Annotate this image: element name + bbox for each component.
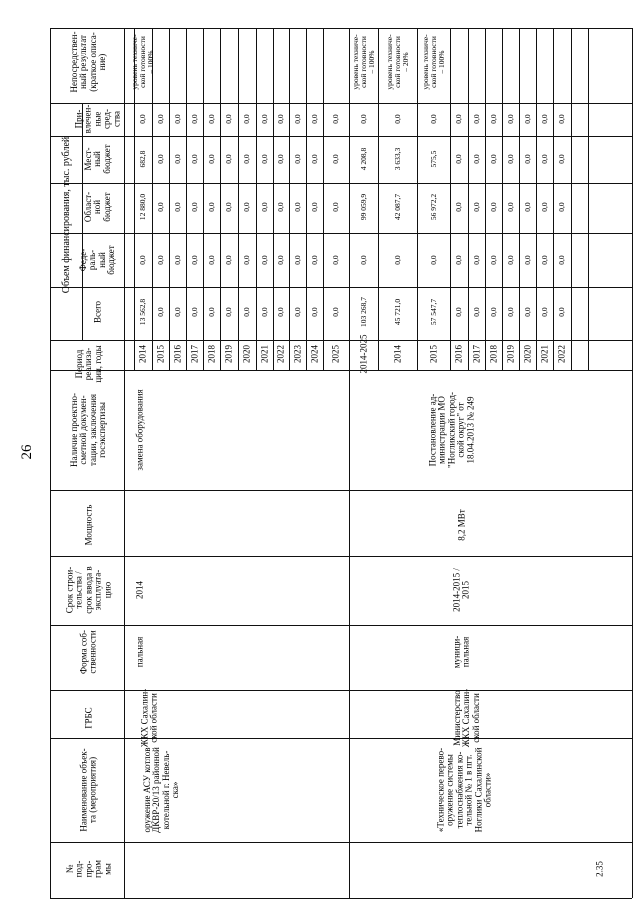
block1-row-regional: 0,0 (276, 202, 286, 212)
block1-row-year: 2016 (171, 345, 182, 363)
block2-power: 8,2 МВт (456, 509, 467, 541)
grid-line (378, 28, 379, 370)
block2-row-local: 4 208,8 (358, 147, 368, 171)
block1-row-year: 2024 (308, 345, 319, 363)
grid-line (50, 690, 632, 691)
block1-row-federal: 0,0 (138, 255, 148, 265)
grid-line (485, 28, 486, 370)
block2-row-total: 103 268,7 (358, 297, 368, 327)
block2-row-regional: 0,0 (471, 202, 481, 212)
block1-row-total: 13 562,8 (138, 298, 148, 326)
block2-row-total: 0,0 (539, 307, 549, 317)
grid-line (169, 28, 170, 370)
grid-line (50, 842, 632, 843)
block1-row-total: 0,0 (309, 307, 319, 317)
block2-row-year: 2020 (521, 345, 532, 363)
block2-row-result: уровень техниче- ской готовности – 20% (384, 34, 410, 90)
block1-row-regional: 0,0 (172, 202, 182, 212)
block2-row-total: 57 547,7 (428, 298, 438, 326)
block2-row-other: 0,0 (505, 114, 515, 124)
grid-line (50, 625, 632, 626)
grid-line (50, 370, 632, 371)
block1-row-other: 0,0 (259, 114, 269, 124)
block2-row-result: уровень техниче- ской готовности – 100% (350, 34, 376, 90)
block1-deadline: 2014 (134, 581, 145, 599)
block2-row-federal: 0,0 (358, 255, 368, 265)
block2-deadline: 2014-2015 / 2015 (451, 568, 471, 612)
block1-row-year: 2020 (241, 345, 252, 363)
header-grbs: ГРБС (83, 707, 94, 729)
block1-row-other: 0,0 (331, 114, 341, 124)
block2-row-regional: 0,0 (557, 202, 567, 212)
grid-line (417, 28, 418, 370)
block1-row-regional: 0,0 (206, 202, 216, 212)
grid-line (50, 28, 632, 29)
block2-row-year: 2014-2025 (357, 334, 368, 374)
block1-row-regional: 0,0 (259, 202, 269, 212)
header-power: Мощность (83, 504, 94, 546)
block2-row-total: 0,0 (454, 307, 464, 317)
block2-row-total: 0,0 (505, 307, 515, 317)
grid-line (50, 556, 632, 557)
grid-line (186, 28, 187, 370)
header-docs: Наличие проектно- сметной докумен- тации, заключения госэкспертизы (69, 393, 108, 467)
block2-row-regional: 0,0 (488, 202, 498, 212)
block1-row-local: 0,0 (276, 154, 286, 164)
grid-line (553, 28, 554, 370)
block1-row-year: 2021 (258, 345, 269, 363)
block1-row-other: 0,0 (206, 114, 216, 124)
block1-row-local: 0,0 (292, 154, 302, 164)
grid-line (50, 28, 51, 898)
block1-row-federal: 0,0 (155, 255, 165, 265)
block1-row-federal: 0,0 (292, 255, 302, 265)
block2-row-local: 0,0 (557, 154, 567, 164)
block1-row-federal: 0,0 (259, 255, 269, 265)
block1-row-regional: 0,0 (224, 202, 234, 212)
block2-name: «Техническое перево- оружение системы теплоснабжения ко- тельной № 1 в пгт. Ноглики Сахалинской области» (435, 747, 493, 833)
block2-no: 2.35 (594, 861, 605, 877)
block2-row-year: 2022 (556, 345, 567, 363)
block1-row-local: 0,0 (189, 154, 199, 164)
block1-row-other: 0,0 (155, 114, 165, 124)
header-deadline: Срок строи- тельства / срок ввода в эксплуата- цию (64, 566, 113, 614)
grid-line (124, 28, 125, 898)
block2-row-year: 2018 (487, 345, 498, 363)
block1-row-federal: 0,0 (224, 255, 234, 265)
grid-line (238, 28, 239, 370)
block2-row-total: 0,0 (471, 307, 481, 317)
grid-line (349, 28, 350, 898)
page-number: 26 (19, 444, 36, 460)
grid-line (203, 28, 204, 370)
block2-row-year: 2021 (538, 345, 549, 363)
block1-row-total: 0,0 (276, 307, 286, 317)
block1-row-regional: 0,0 (331, 202, 341, 212)
block1-row-other: 0,0 (138, 114, 148, 124)
block1-row-other: 0,0 (172, 114, 182, 124)
block1-row-total: 0,0 (189, 307, 199, 317)
block2-row-federal: 0,0 (428, 255, 438, 265)
block1-row-federal: 0,0 (189, 255, 199, 265)
grid-line (50, 287, 632, 288)
block1-docs: замена оборудования (134, 389, 145, 471)
block1-row-regional: 0,0 (189, 202, 199, 212)
grid-line (571, 28, 572, 370)
block1-row-total: 0,0 (259, 307, 269, 317)
block2-row-federal: 0,0 (471, 255, 481, 265)
block1-row-local: 0,0 (155, 154, 165, 164)
block2-row-local: 0,0 (539, 154, 549, 164)
block2-row-regional: 0,0 (505, 202, 515, 212)
block1-row-other: 0,0 (276, 114, 286, 124)
block1-row-federal: 0,0 (276, 255, 286, 265)
block1-row-local: 682,8 (138, 150, 148, 168)
block2-row-local: 0,0 (471, 154, 481, 164)
block2-row-federal: 0,0 (454, 255, 464, 265)
block1-row-regional: 0,0 (242, 202, 252, 212)
block1-row-local: 0,0 (309, 154, 319, 164)
grid-line (450, 28, 451, 370)
block2-row-regional: 99 059,9 (358, 193, 368, 221)
block2-row-year: 2016 (453, 345, 464, 363)
block1-row-local: 0,0 (242, 154, 252, 164)
block2-row-total: 0,0 (488, 307, 498, 317)
block1-row-year: 2014 (137, 345, 148, 363)
header-name: Наименование объек- та (мероприятия) (78, 748, 98, 832)
block2-row-federal: 0,0 (505, 255, 515, 265)
block1-row-other: 0,0 (189, 114, 199, 124)
block2-ownership: муници- пальная (451, 635, 471, 669)
block1-name: оружение АСУ котлов ДКВР-20/13 районной котельной г. Невель- ска» (142, 747, 181, 833)
grid-line (536, 28, 537, 370)
block1-row-regional: 0,0 (292, 202, 302, 212)
grid-line (306, 28, 307, 370)
block2-row-federal: 0,0 (392, 255, 402, 265)
grid-line (289, 28, 290, 370)
block1-row-other: 0,0 (309, 114, 319, 124)
block2-row-result: уровень техниче- ской готовности – 100% (420, 34, 446, 90)
header-result: Непосредствен- ный результат (краткое описа- ние) (69, 31, 108, 93)
block2-row-federal: 0,0 (522, 255, 532, 265)
block2-row-total: 45 721,0 (392, 298, 402, 326)
block2-row-federal: 0,0 (557, 255, 567, 265)
block1-row-regional: 12 880,0 (138, 193, 148, 221)
grid-line (273, 28, 274, 370)
block1-row-regional: 0,0 (155, 202, 165, 212)
block2-row-other: 0,0 (392, 114, 402, 124)
block2-row-year: 2019 (504, 345, 515, 363)
block1-row-federal: 0,0 (172, 255, 182, 265)
header-no: № под- про- грам мы (64, 860, 113, 878)
header-ownership: Форма соб- ственности (78, 630, 98, 674)
block2-row-local: 0,0 (522, 154, 532, 164)
grid-line (50, 738, 632, 739)
block1-row-total: 0,0 (206, 307, 216, 317)
block1-row-year: 2025 (330, 345, 341, 363)
block2-row-total: 0,0 (522, 307, 532, 317)
block1-row-total: 0,0 (224, 307, 234, 317)
header-local: Мест- ный бюджет (82, 144, 112, 174)
block1-row-year: 2017 (188, 345, 199, 363)
block2-row-year: 2015 (427, 345, 438, 363)
block1-grbs: ЖКХ Сахалин- ской области (139, 688, 159, 748)
block2-row-other: 0,0 (358, 114, 368, 124)
block1-row-local: 0,0 (331, 154, 341, 164)
grid-line (502, 28, 503, 370)
block2-row-local: 575,5 (428, 150, 438, 168)
block1-row-result: уровень техниче- ской готовности – 100% (130, 34, 155, 90)
block1-row-federal: 0,0 (206, 255, 216, 265)
block2-row-regional: 0,0 (454, 202, 464, 212)
block1-row-other: 0,0 (292, 114, 302, 124)
grid-line (50, 183, 632, 184)
grid-line (632, 28, 633, 898)
block2-row-federal: 0,0 (488, 255, 498, 265)
block2-row-other: 0,0 (454, 114, 464, 124)
block2-row-year: 2017 (470, 345, 481, 363)
grid-line (50, 103, 632, 104)
block1-row-local: 0,0 (172, 154, 182, 164)
block1-row-total: 0,0 (172, 307, 182, 317)
block1-row-year: 2018 (205, 345, 216, 363)
block1-row-local: 0,0 (224, 154, 234, 164)
block2-row-other: 0,0 (557, 114, 567, 124)
block1-row-federal: 0,0 (309, 255, 319, 265)
grid-line (519, 28, 520, 370)
block2-row-year: 2014 (391, 345, 402, 363)
block1-row-total: 0,0 (292, 307, 302, 317)
grid-line (50, 233, 632, 234)
block2-row-other: 0,0 (488, 114, 498, 124)
block1-row-year: 2019 (223, 345, 234, 363)
block2-row-federal: 0,0 (539, 255, 549, 265)
header-federal: Феде- раль- ный бюджет (78, 245, 117, 275)
block1-row-federal: 0,0 (242, 255, 252, 265)
block2-row-regional: 42 087,7 (392, 193, 402, 221)
block1-row-other: 0,0 (242, 114, 252, 124)
block2-docs: Постановление ад- министрации МО "Ногликский город- ской округ" от 18.04.2013 № 249 (427, 392, 476, 468)
grid-line (588, 28, 589, 370)
block2-row-other: 0,0 (522, 114, 532, 124)
block2-grbs: Министерство ЖКХ Сахалин- ской области (451, 688, 481, 748)
block1-row-local: 0,0 (259, 154, 269, 164)
block2-row-other: 0,0 (471, 114, 481, 124)
block2-row-local: 0,0 (488, 154, 498, 164)
block1-row-total: 0,0 (242, 307, 252, 317)
block2-row-local: 0,0 (505, 154, 515, 164)
block2-row-regional: 56 972,2 (428, 193, 438, 221)
grid-line (323, 28, 324, 370)
block1-row-total: 0,0 (331, 307, 341, 317)
block2-row-other: 0,0 (428, 114, 438, 124)
block1-row-year: 2023 (291, 345, 302, 363)
block2-row-regional: 0,0 (522, 202, 532, 212)
block1-row-year: 2022 (275, 345, 286, 363)
grid-line (256, 28, 257, 370)
block1-row-other: 0,0 (224, 114, 234, 124)
header-regional: Област- ной бюджет (82, 191, 112, 223)
grid-line (50, 898, 632, 899)
block1-row-local: 0,0 (206, 154, 216, 164)
block2-row-local: 3 633,3 (392, 147, 402, 171)
grid-line (220, 28, 221, 370)
block2-row-total: 0,0 (557, 307, 567, 317)
grid-line (50, 490, 632, 491)
header-funding-group: Объем финансирования, тыс. рублей (60, 136, 72, 294)
header-other: При- влечен- ные сред- ства (73, 104, 122, 134)
grid-line (50, 340, 632, 341)
header-period: Период реализа- ции, годы (73, 345, 103, 383)
grid-line (468, 28, 469, 370)
block2-row-regional: 0,0 (539, 202, 549, 212)
grid-line (50, 136, 632, 137)
block1-row-total: 0,0 (155, 307, 165, 317)
block1-row-year: 2015 (154, 345, 165, 363)
block1-row-federal: 0,0 (331, 255, 341, 265)
block2-row-other: 0,0 (539, 114, 549, 124)
block1-row-regional: 0,0 (309, 202, 319, 212)
block1-ownership: пальная (134, 636, 145, 668)
header-total: Всего (92, 300, 103, 324)
block2-row-local: 0,0 (454, 154, 464, 164)
